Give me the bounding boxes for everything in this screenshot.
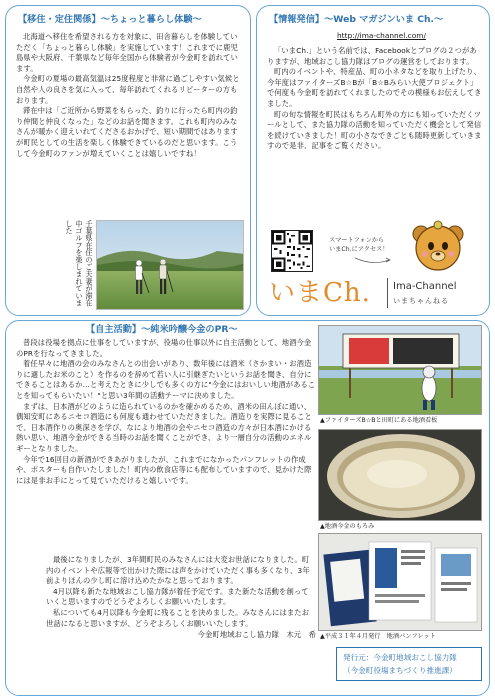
pamphlet-spread bbox=[319, 534, 482, 631]
closing-body bbox=[46, 555, 316, 641]
info-body bbox=[267, 46, 483, 152]
arrow-icon bbox=[355, 256, 391, 266]
activity-body bbox=[16, 338, 316, 486]
qr-note-line1: スマートフォンから bbox=[329, 237, 385, 244]
closing-paragraph: 最後になりましたが、3年間町民のみなさんには大変お世話になりました。町内のイベントや広報等で出かけた際には声をかけていただく事も多くなり、3年前よりほんの少し町に溶け込めたかなと思っております。 bbox=[46, 555, 310, 586]
activity-paragraph: 普段は役場を拠点に仕事をしていますが、役場の仕事以外に自主活動として、地酒今金のPRを行なってきました。 bbox=[16, 338, 312, 358]
publisher-box bbox=[336, 647, 482, 681]
info-paragraph: 町の旬な情報を町民はもちろん町外の方にも知っていただくツールとして、また協力隊の活動を知っていただく機会として発信を続けていきました！町の小さなできごとも随時更新していきますので是非、記事をご覧ください。 bbox=[267, 109, 482, 151]
photo1-caption: ▲ファイターズB☆Bと田町にある地酒看板 bbox=[320, 417, 438, 424]
activity-paragraph: まずは、日本酒がどのように造られているのかを確かめるため、酒米の田んぼに通い、偶知安町にあるニセコ酒造にも何度も通わせていただきました。酒造りを実際に見ることで、日本酒作りの奥深さを学び、なにより地酒の会やニセコ酒造の方々が日本酒にかける熱い思い、地酒今金ができる当時のお話を聞くことができ、より一層自分の活動のエネルギーとなりました。 bbox=[16, 401, 312, 453]
qr-note bbox=[329, 236, 389, 254]
sake-pamphlet-photo bbox=[318, 533, 482, 631]
activity-paragraph: 今年で16回目の新酒ができあがりましたが、これまでになかったパンフレットの作成や、ポスターも自作いたしました！町内の飲食店等にも配布していますので、見かけた際には是非お手にとって見ていただけると嬉しいです。 bbox=[16, 454, 312, 485]
moromi-tank bbox=[319, 430, 482, 521]
closing-signature: 今金町地域おこし協力隊 木元 希 bbox=[197, 630, 316, 640]
logo-mark: いまCh. bbox=[269, 278, 371, 308]
photo3-caption: ▲平成３１年４月発行 地酒パンフレット bbox=[320, 633, 436, 640]
migration-paragraph: 滞在中は「ご近所から野菜をもらった、釣りに行ったら町内の釣り仲間と仲良くなった」などのお話を聞きます。これも町内のみなさんが暖かく迎えいれてくださるおかげで、短い期間ではありますが町民としての生活を楽しく体験できているのだと思います。こうして今金町のファンが増えていくことは嬉しいですね！ bbox=[16, 106, 238, 158]
info-subtitle: ～Web マガジンいま Ch.～ bbox=[324, 14, 444, 25]
publisher-line1: 発行元：今金町地域おこし協力隊 bbox=[343, 653, 457, 662]
closing-paragraph: 4月以降も新たな地域おこし協力隊が着任予定です。また新たな活動を創っていくと思いますのでどうぞよろしくお願いいたします。 bbox=[46, 586, 309, 607]
logo-english: Ima-Channel bbox=[393, 281, 457, 292]
qr-code-pattern bbox=[272, 231, 312, 271]
sake-moromi-photo bbox=[318, 429, 482, 521]
info-section bbox=[256, 5, 490, 316]
migration-paragraph: 今金町の夏場の最高気温は25度程度と非常に過ごしやすい気候と自然や人の良さを気に入って、毎年訪れてくれるリピーターの方もおります。 bbox=[16, 74, 240, 105]
info-title: 【情報発信】 bbox=[269, 14, 325, 25]
migration-subtitle: ～ちょっと暮らし体験～ bbox=[100, 14, 202, 25]
logo-divider bbox=[387, 278, 388, 308]
info-paragraph: 「いまCh.」という名前では、Facebookとブログの２つがありますが、地域おこし協力隊はブログの運営をしております。 bbox=[267, 46, 477, 66]
logo-kana: いまちゃんねる bbox=[393, 297, 449, 305]
signboard-scene bbox=[319, 326, 482, 415]
info-heading bbox=[269, 14, 443, 26]
migration-photo-caption: 千葉県在住のご夫妻が滞在中ゴルフを楽しまれていました bbox=[65, 220, 94, 307]
ima-channel-logo bbox=[269, 278, 483, 312]
migration-paragraph: 北海道へ移住を希望される方を対象に、田舎暮らしを体験していただく「ちょっと暮らし体験」を実施しています！これまでに鹿児島県や大阪府、千葉県など毎年全国から体験者が今金町を訪れています。 bbox=[16, 32, 238, 73]
activity-title: 【自主活動】 bbox=[86, 324, 142, 335]
activity-subtitle: ～純米吟醸今金のPR～ bbox=[141, 324, 238, 335]
golf-couple-photo bbox=[96, 220, 244, 310]
photo2-caption: ▲地酒今金のもろみ bbox=[320, 523, 375, 530]
activity-paragraph: 着任早々に地酒の会のみなさんとの出会いがあり、数年後には酒米（さかまい・お酒造りに適したお米のこと）を作るのを辞めて若い人に引継ぎたいというお話を聞き、自分にできることはあるか…と考えたときに少しでも多くの方に"今金にはおいしい地酒があることを知ってもらいたい！"と思い3年間の活動テーマに決めました。 bbox=[16, 359, 316, 400]
activity-heading bbox=[86, 324, 238, 336]
qr-code[interactable] bbox=[271, 230, 313, 272]
mascot-illustration bbox=[407, 218, 469, 278]
mascot-character bbox=[407, 218, 469, 278]
info-paragraph: 町内のイベントや、特産品、町の小ネタなどを取り上げたり、今年度はファイターズB☆Bが「B☆Bみらい大使プロジェクト」で何度も今金町を訪れてくれましたのでその模様もお伝えしてきました。 bbox=[267, 67, 482, 108]
closing-paragraph: 私についても4月以降も今金町に残ることを決めました。みなさんにはまたお世話になると思いますが、どうぞよろしくお願いいたします。 bbox=[46, 607, 310, 628]
sake-signboard-photo bbox=[318, 325, 482, 415]
migration-body bbox=[16, 32, 244, 159]
activity-section bbox=[5, 320, 490, 696]
info-url-link[interactable]: http://ima-channel.com/ bbox=[337, 31, 426, 40]
migration-section bbox=[5, 5, 251, 316]
migration-title: 【移住・定住関係】 bbox=[18, 14, 101, 25]
publisher-line2: （今金町役場まちづくり推進課） bbox=[343, 666, 457, 675]
golf-scene-illustration bbox=[97, 221, 244, 310]
qr-note-line2: いまCh.にアクセス！ bbox=[329, 246, 389, 253]
migration-heading bbox=[18, 14, 202, 26]
